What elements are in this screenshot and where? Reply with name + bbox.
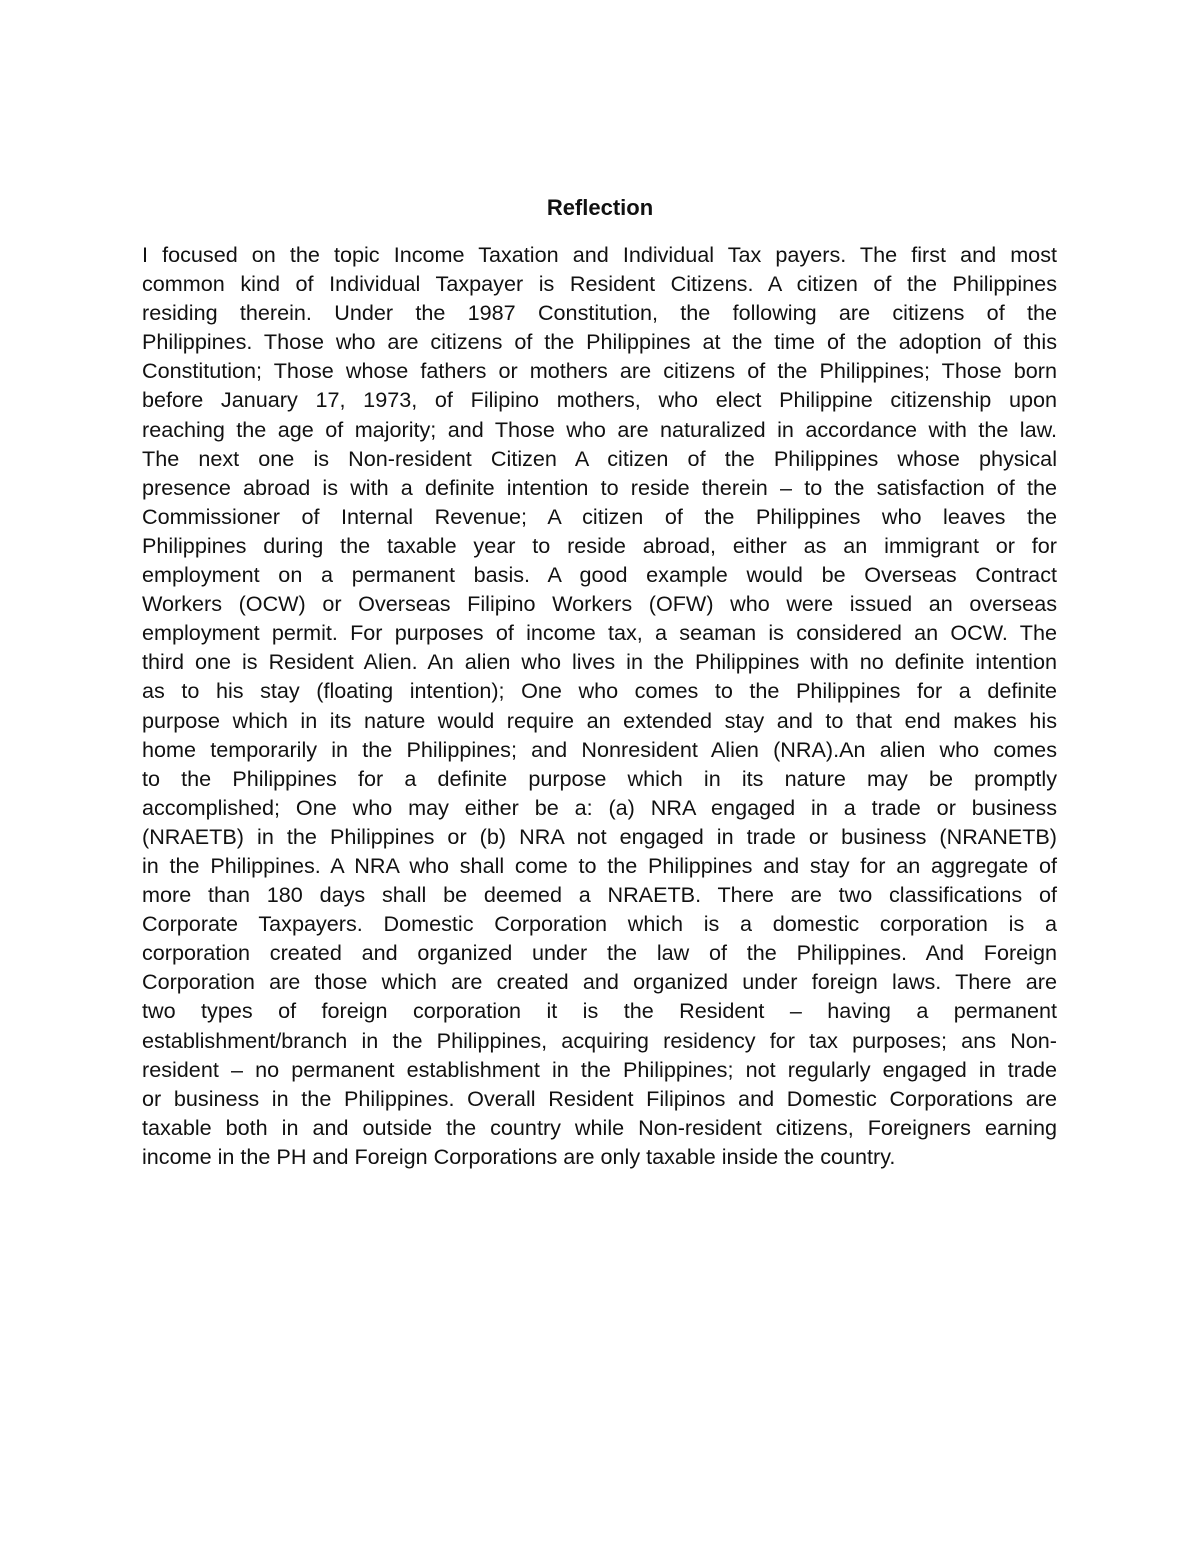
body-line: corporation created and organized under the law of the Philippines. And Foreign <box>142 940 1057 966</box>
body-line: Philippines. Those who are citizens of the Philippines at the time of the adoption of this <box>142 329 1057 355</box>
body-line: income in the PH and Foreign Corporations are only taxable inside the country. <box>142 1143 896 1169</box>
body-line: two types of foreign corporation it is the Resident – having a permanent <box>142 998 1057 1024</box>
body-line: Constitution; Those whose fathers or mothers are citizens of the Philippines; Those born <box>142 358 1057 384</box>
body-line: Corporation are those which are created and organized under foreign laws. There are <box>142 969 1057 995</box>
body-line: (NRAETB) in the Philippines or (b) NRA not engaged in trade or business (NRANETB) <box>142 823 1057 849</box>
body-line: or business in the Philippines. Overall Resident Filipinos and Domestic Corporations are <box>142 1085 1057 1111</box>
body-line: accomplished; One who may either be a: (a) NRA engaged in a trade or business <box>142 794 1057 820</box>
body-line: Workers (OCW) or Overseas Filipino Workers (OFW) who were issued an overseas <box>142 591 1057 617</box>
body-line: Commissioner of Internal Revenue; A citizen of the Philippines who leaves the <box>142 503 1057 529</box>
document-title: Reflection <box>546 195 654 220</box>
body-line: home temporarily in the Philippines; and Nonresident Alien (NRA).An alien who comes <box>142 736 1057 762</box>
body-line: to the Philippines for a definite purpose which in its nature may be promptly <box>142 765 1057 791</box>
body-line: residing therein. Under the 1987 Constitution, the following are citizens of the <box>142 300 1057 326</box>
body-line: Corporate Taxpayers. Domestic Corporation which is a domestic corporation is a <box>142 911 1057 937</box>
body-line: employment permit. For purposes of income tax, a seaman is considered an OCW. The <box>142 620 1057 646</box>
body-line: third one is Resident Alien. An alien who lives in the Philippines with no definite intention <box>142 649 1057 675</box>
body-line: more than 180 days shall be deemed a NRAETB. There are two classifications of <box>142 882 1057 908</box>
body-line: common kind of Individual Taxpayer is Resident Citizens. A citizen of the Philippines <box>142 271 1057 297</box>
document-body <box>142 240 1057 1171</box>
body-line: resident – no permanent establishment in the Philippines; not regularly engaged in trade <box>142 1056 1057 1082</box>
body-line: Philippines during the taxable year to reside abroad, either as an immigrant or for <box>142 532 1057 558</box>
body-line: purpose which in its nature would require an extended stay and to that end makes his <box>142 707 1057 733</box>
body-line: I focused on the topic Income Taxation and Individual Tax payers. The first and most <box>142 242 1057 267</box>
body-line: presence abroad is with a definite intention to reside therein – to the satisfaction of the <box>142 474 1057 500</box>
body-line: reaching the age of majority; and Those who are naturalized in accordance with the law. <box>142 416 1057 442</box>
body-line: before January 17, 1973, of Filipino mothers, who elect Philippine citizenship upon <box>142 387 1057 413</box>
body-line: in the Philippines. A NRA who shall come to the Philippines and stay for an aggregate of <box>142 852 1057 878</box>
body-line: The next one is Non-resident Citizen A citizen of the Philippines whose physical <box>142 445 1057 471</box>
body-line: establishment/branch in the Philippines, acquiring residency for tax purposes; ans Non- <box>142 1027 1057 1053</box>
body-line: as to his stay (floating intention); One who comes to the Philippines for a definite <box>142 678 1057 704</box>
body-line: taxable both in and outside the country while Non-resident citizens, Foreigners earning <box>142 1114 1057 1140</box>
body-line: employment on a permanent basis. A good example would be Overseas Contract <box>142 562 1057 588</box>
